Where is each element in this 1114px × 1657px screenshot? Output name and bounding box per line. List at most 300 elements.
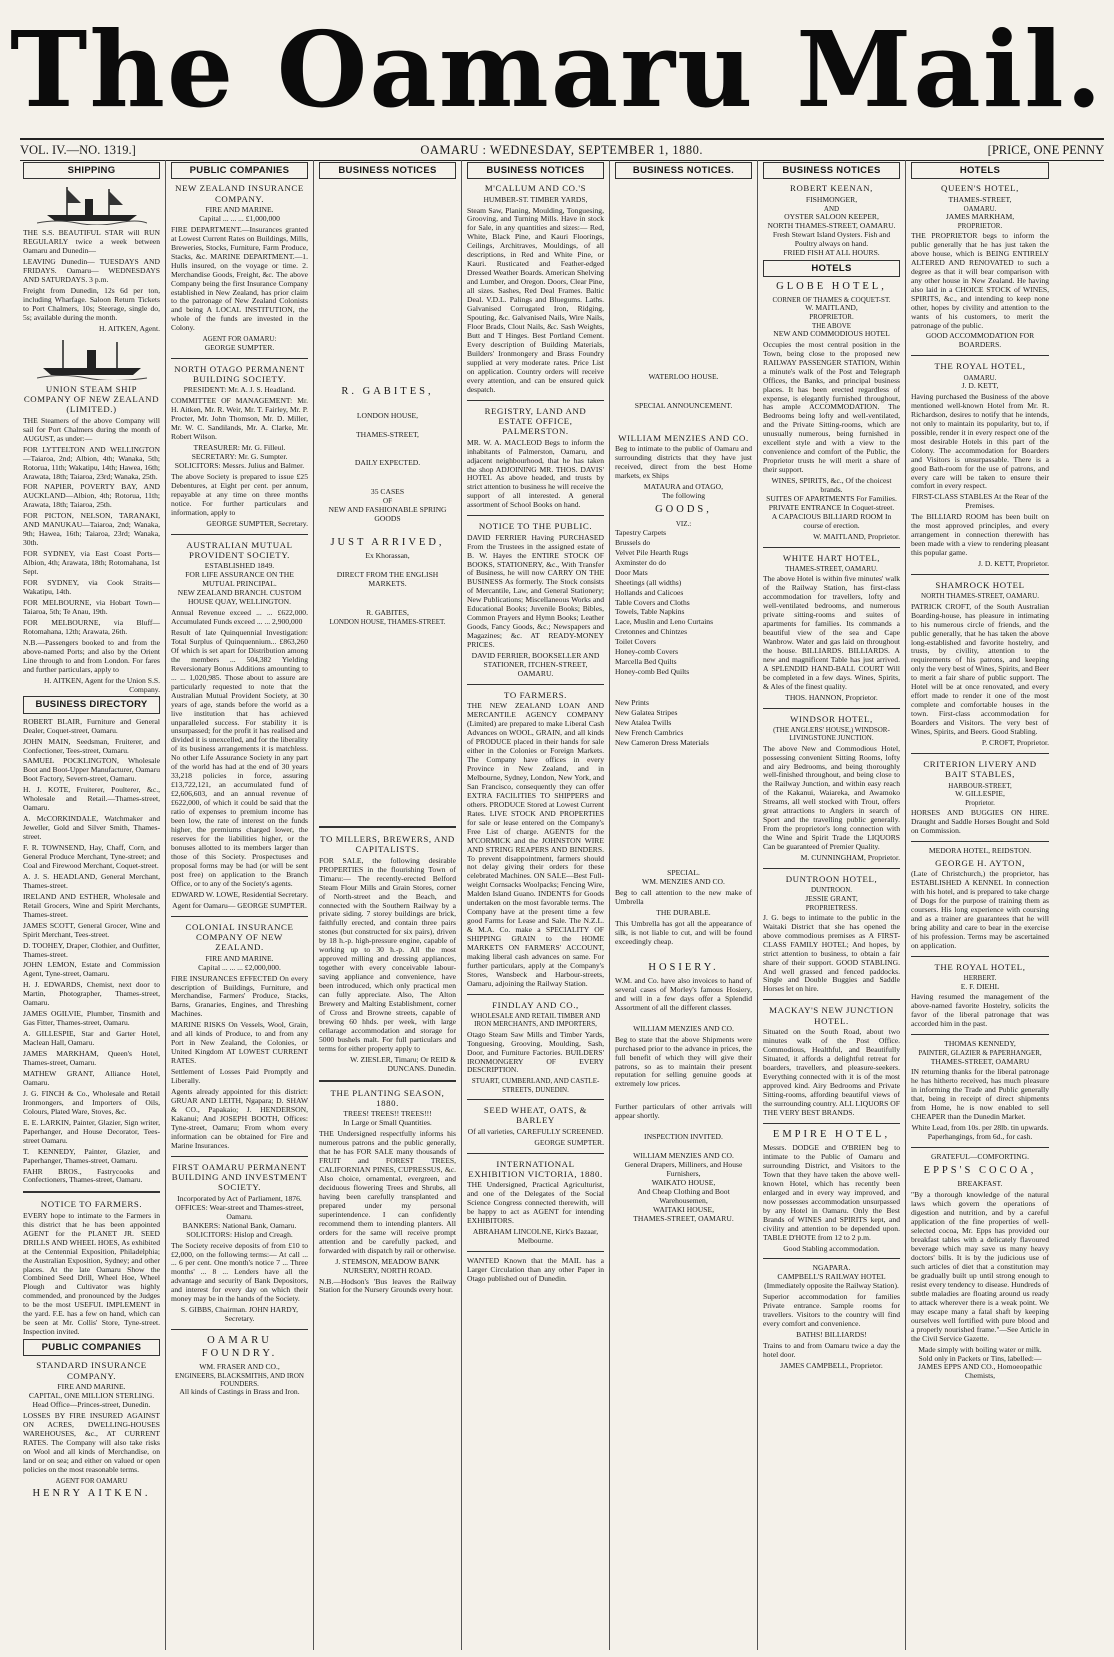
ad-body: THE NEW ZEALAND LOAN AND MERCANTILE AGENCY COMPANY (Limited) are prepared to make Liberal Cash Advances on WOOL, GRAIN, and all kinds of PRODUCE placed in their hands for sale either in the Colonies or Foreign Markets. The Company have offices in every Province in New Zealand, and in Melbourne, Sydney, London, New York, and San Francisco, consequently they can offer EXTRA FACILITIES TO SHIPPERS and others. PRODUCE Stored at Lowest Current Rates. LIVE STOCK AND PROPERTIES for sale or lease entered on the Company's Free List of charge. AGENTS for the M'CORMICK and the JOHNSTON WIRE AND STRING REAPERS AND BINDERS. To prevent disappointment, farmers should not delay giving their orders for these celebrated Machines. ON SALE—Best Full-weight Cornsacks Woolpacks; Fencing Wire, Malden Island Guano. INDENTS for Goods undertaken on the most favorable terms. The Company have at the present time a few good Farms for Lease and Sale. The N.Z.L. & M.A. Co. make a SPECIALITY OF SHIPPING GRAIN to the HOME MARKETS ON FARMERS' ACCOUNT, making liberal cash advances on same. For further particulars, apply at the Company's Stores, Wansbeck and Harbour-streets, Oamaru, adjoining the Railway Station.	[467, 701, 604, 988]
goods-item: New Atalea Twills	[615, 718, 672, 728]
medora-hotel-line: MEDORA HOTEL, REIDSTON.	[928, 846, 1032, 855]
ad-title: SEED WHEAT, OATS, & BARLEY	[483, 1104, 588, 1126]
ad-signature: JAMES EPPS AND CO., Homoeopathic Chemists,	[917, 1362, 1043, 1381]
ad-merchant: WILLIAM MENZIES AND CO.	[618, 433, 749, 444]
ad-signature: J. STEMSON, MEADOW BANK NURSERY, NORTH ROAD.	[335, 1256, 440, 1275]
directory-entry: ROBERT BLAIR, Furniture and General Dealer, Coquet-street, Oamaru.	[23, 716, 160, 735]
ad-signature: S. GIBBS, Chairman. JOHN HARDY, Secretary.	[180, 1305, 299, 1324]
section-heading: HOTELS	[763, 260, 900, 277]
ad-name: W. GILLESPIE,	[955, 788, 1005, 798]
ad-title: M'CALLUM AND CO.'S	[484, 183, 587, 194]
epps-cocoa-ad	[911, 1153, 1049, 1381]
ad-body: Of all varieties, CAREFULLY SCREENED.	[467, 1126, 604, 1136]
ad-title: SHAMROCK HOTEL	[935, 580, 1025, 591]
ad-signature: GEORGE SUMPTER.	[204, 342, 275, 352]
goods-item: Tapestry Carpets	[615, 527, 667, 537]
ad-title: REGISTRY, LAND AND ESTATE OFFICE, PALMERSTON.	[484, 405, 587, 437]
ad-trade: General Drapers, Milliners, and House Furnishers,	[624, 1160, 743, 1179]
ad-agent: AGENT FOR OAMARU	[55, 1476, 128, 1485]
masthead	[0, 0, 1114, 157]
goods-item: New Galatea Stripes	[615, 708, 678, 718]
ad-body: FIRE DEPARTMENT.—Insurances granted at Lowest Current Rates on Buildings, Mills, Breweries, Stocks, Furniture, Farm Produce, Stacks, &c. MARINE DEPARTMENT.—1. Hulls insured, on the voyage or time. 2. Merchandise Goods, Freight, &c. The above Company being the first Insurance Company established in New Zealand, has prior claim to the patronage of New Zealand Colonists and being A LOCAL INSTITUTION, the whole of the funds are invested in the Colony.	[171, 224, 308, 333]
ad-title: STANDARD INSURANCE COMPANY.	[36, 1360, 147, 1381]
ad-body: (Late of Christchurch,) the proprietor, has ESTABLISHED A KENNEL In connection with his hotel, and is prepared to take charge of Dogs for the purpose of training them as coursers. His long experience with coursing and as a trainer are guarantees that he will bring ability and care to bear in the exercise of his profession. Terms may be ascertained on application.	[911, 869, 1049, 950]
section-heading: BUSINESS NOTICES.	[615, 162, 752, 179]
ad-body: Having purchased the Business of the above mentioned well-known Hotel from Mr. R. Richardson, desires to notify that he intends, not only to maintain its popularity, but to, if possible, render it in every respect one of the most desirable Hotels in this part of the Colony. The accommodation for Boarders and Visitors is unsurpassable. There is a good Bath-room for the use of patrons, and every care will be taken to ensure their comfort in every respect.	[911, 391, 1049, 491]
ad-body: WANTED Known that the MAIL has a Larger Circulation than any other Paper in Otago published out of Dunedin.	[467, 1256, 604, 1283]
gabites-ad	[319, 183, 456, 626]
goods-item: Honey-comb Bed Quilts	[615, 667, 690, 677]
business-directory	[23, 718, 160, 1186]
ad-body: FOR SALE, the following desirable PROPERTIES in the flourishing Town of Timaru:— The recently-erected Belford Steam Flour Mills and Grain Stores, corner of North-street and the Beach, and connected with the Southern Railway by a private siding. 7 storey buildings are brick, faithfully erected, and contain three pairs stones (but constructed for six pairs), driven by 18 h.-p. high-pressure engine, capable of working up to 30 h.-p. All the most approved milling and dressing appliances, together with every conceivable labour-saving appliance and convenience, have been introduced, which only practical men can fully appreciate. Also, The Alton Brewery and Malting Establishment, corner of Cross and Browne streets, capable of brewing 60 hhds. per week, with large cellarage accommodation and storage for 5000 bushels malt. For full particulars and terms for either property apply to	[319, 855, 456, 1053]
ad-above: THE ABOVE	[811, 321, 852, 330]
ad-subtitle: THAMES-STREET,	[948, 194, 1012, 204]
shipments-notice	[615, 1036, 752, 1224]
ad-solicitors: SOLICITORS: Hislop and Creagh.	[186, 1229, 293, 1239]
ad-name: JAMES MARKHAM,	[945, 211, 1015, 221]
column-public-companies	[166, 160, 314, 1650]
ad-goods: GOODS,	[655, 504, 712, 516]
royal-hotel-herbert-ad	[911, 962, 1049, 1029]
royal-hotel-ad	[911, 361, 1049, 569]
ad-paper: Paperhangings, from 6d., for cash.	[927, 1132, 1033, 1142]
ad-subtitle: BREAKFAST.	[957, 1179, 1003, 1189]
ad-body: THE Undersigned respectfully informs his numerous patrons and the public generally, that he has FOR SALE many thousands of FRUIT and FOREST TREES, CALIFORNIAN PINES, CUPRESSUS, &c. Also choice, ornamental, evergreen, and deciduous flowering Trees and Shrubs, all having been carefully transplanted and prepared under my personal superintendence. I can confidently recommend them to intending planters. All orders for the same will receive prompt attention and be carefully packed, and forwarded with dispatch by rail or otherwise.	[319, 1129, 456, 1255]
ad-signature: R. GABITES,	[366, 607, 409, 617]
route-item: FOR SYDNEY, via East Coast Ports—Albion, 4th; Arawata, 18th; Rotomahana, 1st Sept.	[23, 549, 160, 577]
directory-entry: JAMES MARKHAM, Queen's Hotel, Thames-street, Oamaru.	[23, 1049, 160, 1068]
white-hart-hotel-ad	[763, 553, 900, 703]
ad-note: N.B.—Hodson's 'Bus leaves the Railway Station for the Nursery Grounds every hour.	[319, 1276, 456, 1295]
ad-goods: NEW AND FASHIONABLE SPRING GOODS	[328, 504, 447, 523]
ad-name: E. F. DIEHL	[960, 981, 1000, 991]
goods-item: Brussels do	[615, 537, 651, 547]
ad-subtitle: WHOLESALE AND RETAIL TIMBER AND IRON MERCHANTS, AND IMPORTERS,	[470, 1012, 601, 1029]
route-item: FOR SYDNEY, via Cook Straits—Wakatipu, 14th.	[23, 578, 160, 596]
directory-entry: H. J. EDWARDS, Chemist, next door to Martin, Photographer, Thames-street, Oamaru.	[23, 980, 160, 1008]
ad-hours: FRIED FISH AT ALL HOURS.	[783, 247, 880, 257]
ad-body: Situated on the South Road, about two minutes walk of the Post Office. Commodious, Healthful, and Beautifully Situated, it affords a delightful retreat for boarders, travellers, and pleasure-seekers. Everything connected with it is of the most approved kind. Airy Bedrooms and Private Sitting-rooms, affording beautiful views of the surrounding country. ALL LIQUORS OF THE VERY BEST BRANDS.	[763, 1027, 900, 1117]
ad-and: AND	[823, 204, 840, 213]
directory-entry: F. R. TOWNSEND, Hay, Chaff, Corn, and General Produce Merchant, Tyne-street; and Coal and Firewood Merchant, Coquet-street.	[23, 843, 160, 870]
ad-signature: THOS. HANNON, Proprietor.	[785, 692, 878, 702]
colonial-insurance-ad	[171, 922, 308, 1151]
ad-title: AUSTRALIAN MUTUAL PROVIDENT SOCIETY.	[186, 539, 293, 560]
ad-title: R. GABITES,	[341, 386, 434, 398]
ad-body: Beg to state that the above Shipments were purchased prior to the advance in prices, the full benefit of which they will give their patrons, so as to maintain their present reputation for selling genuine goods at extremely low prices.	[615, 1034, 752, 1089]
exhibition-ad	[467, 1159, 604, 1246]
ad-established: ESTABLISHED 1849.	[204, 561, 275, 571]
ad-title: WINDSOR HOTEL,	[790, 713, 873, 724]
column-business-notices-2	[462, 160, 610, 1650]
section-heading: BUSINESS NOTICES	[467, 162, 604, 179]
ad-title: CRITERION LIVERY AND BAIT STABLES,	[923, 758, 1037, 780]
ad-line: ENGINEERS, BLACKSMITHS, AND IRON FOUNDERS.	[175, 1371, 304, 1389]
ad-made: Made simply with boiling water or milk.	[918, 1344, 1042, 1354]
goods-item: Axminster do do	[615, 557, 667, 567]
ad-title: SPECIAL.	[667, 867, 700, 877]
directory-entry: SAMUEL POCKLINGTON, Wholesale Boot and Boot-Upper Manufacturer, Oamaru Boot Factory, Severn-street, Oamaru.	[23, 756, 160, 784]
ad-subtitle: DUNTROON.	[810, 886, 853, 895]
ad-of: OF	[383, 497, 392, 506]
ad-figures: Annual Revenue exceed ... ... £622,000. Accumulated Funds exceed ... ... 2,900,000	[171, 608, 308, 627]
directory-entry: JAMES SCOTT, General Grocer, Wine and Spirit Merchant, Tees-street.	[23, 920, 160, 939]
ngapara-hotel-ad	[763, 1264, 900, 1370]
ad-prop: PROPRIETOR.	[957, 221, 1003, 230]
directory-entry: E. E. LARKIN, Painter, Glazier, Sign writer, Paperhanger, and House Decorator, Tees-street Oamaru.	[23, 1117, 160, 1145]
ad-signature: ABRAHAM LINCOLNE, Kirk's Bazaar, Melbourne.	[472, 1227, 599, 1246]
ad-daily: DAILY EXPECTED.	[354, 458, 421, 468]
ad-prop: Proprietor.	[965, 798, 995, 807]
ad-signature: H. AITKEN, Agent for the Union S.S. Company.	[43, 675, 160, 694]
ad-signature: WILLIAM MENZIES AND CO.	[633, 1023, 734, 1033]
section-heading: BUSINESS NOTICES	[763, 162, 900, 179]
ad-capital: Capital ... ... ... £2,000,000.	[198, 962, 281, 972]
nz-insurance-ad	[171, 183, 308, 352]
ad-stables: FIRST-CLASS STABLES At the Rear of the Premises.	[911, 492, 1049, 511]
planting-season-ad	[319, 1088, 456, 1296]
directory-entry: FAHR BROS., Fastrycooks and Confectioners, Thames-street, Oamaru.	[23, 1166, 160, 1185]
directory-entry: MATHEW GRANT, Alliance Hotel, Oamaru.	[23, 1068, 160, 1087]
ad-body: Superior accommodation for families Private entrance. Sample rooms for travellers. Visitors to the country will find every comfort and convenience.	[763, 1292, 900, 1329]
ad-house: LONDON HOUSE,	[356, 410, 419, 420]
ad-agent: Agent for Oamaru— GEORGE SUMPTER.	[172, 900, 307, 910]
first-oamaru-building-society-ad	[171, 1162, 308, 1324]
ad-viz: VIZ.:	[675, 519, 692, 528]
ad-title: THE S.S. BEAUTIFUL STAR will RUN REGULARLY twice a week between Oamaru and Dunedin—	[23, 228, 160, 256]
ad-body: Otago Steam Saw Mills and Timber Yards, Tonguesing, Grooving, Moulding, Sash, Door, and Furniture Factories. BUILDERS' IRONMONGERY OF EVERY DESCRIPTION.	[467, 1029, 604, 1075]
ad-branch: NEW ZEALAND BRANCH. CUSTOM HOUSE QUAY, WELLINGTON.	[177, 588, 302, 607]
ad-title: UNION STEAM SHIP COMPANY OF NEW ZEALAND (LIMITED.)	[23, 383, 160, 415]
ad-title: NOTICE TO THE PUBLIC.	[478, 521, 593, 532]
volume-number: VOL. IV.—NO. 1319.]	[20, 142, 136, 157]
ad-signature: W. ZIESLER, Timaru; Or REID & DUNCANS. Dunedin.	[350, 1054, 456, 1073]
ad-corner: CORNER OF THAMES & COQUET-ST.	[772, 296, 891, 305]
goods-item: Towels, Table Napkins	[615, 607, 685, 617]
ad-arrived: JUST ARRIVED,	[330, 536, 445, 548]
ad-body: W.M. and Co. have also invoices to hand of several cases of Morley's famous Hosiery, and will in a few days offer a Splendid Assortment of all the different classes.	[615, 975, 752, 1012]
route-item: FOR MELBOURNE, via Bluff—Rotomahana, 12th; Arawata, 26th.	[23, 617, 160, 636]
column-hotels	[906, 160, 1054, 1650]
ad-offices: OFFICES: Wear-street and Thames-street, Oamaru.	[175, 1202, 304, 1221]
ad-baths: BATHS! BILLIARDS!	[796, 1330, 867, 1340]
directory-entry: JAMES OGILVIE, Plumber, Tinsmith and Gas Fitter, Thames-street, Oamaru.	[23, 1009, 160, 1028]
ad-body: Beg to intimate to the public of Oamaru and surrounding districts that they have just received, direct from the best Home markets, ex Ships	[615, 444, 752, 481]
ad-title: INTERNATIONAL EXHIBITION VICTORIA, 1880.	[468, 1158, 603, 1179]
hosiery-ad	[615, 962, 752, 1034]
ad-ship: Ex Khorassan,	[365, 550, 410, 560]
section-heading: SHIPPING	[23, 162, 160, 179]
ad-signature: W. MAITLAND, Proprietor.	[813, 531, 900, 541]
directory-entry: IRELAND AND ESTHER, Wholesale and Retail Grocers, Wine and Spirit Merchants, Thames-street.	[23, 891, 160, 919]
route-item: FOR MELBOURNE, via Hobart Town—Taiaroa, 5th; Te Anau, 19th.	[23, 597, 160, 616]
goods-item: New Prints	[615, 698, 649, 708]
goods-item: Marcella Bed Quilts	[615, 657, 677, 667]
globe-hotel-ad	[763, 281, 900, 542]
ad-name: W. MAITLAND,	[805, 303, 858, 313]
ad-title: DUNTROON HOTEL,	[785, 873, 878, 884]
ad-subtitle: (THE ANGLERS' HOUSE,) WINDSOR-LIVINGSTONE JUNCTION.	[773, 726, 890, 743]
ad-subtitle: NORTH THAMES-STREET, OAMARU.	[921, 592, 1039, 601]
ad-special: SPECIAL ANNOUNCEMENT.	[634, 401, 733, 411]
ad-name: JESSIE GRANT,	[805, 893, 858, 903]
ad-signature: H. AITKEN, Agent.	[99, 323, 160, 333]
ad-good: GOOD ACCOMMODATION FOR BOARDERS.	[925, 331, 1035, 350]
ad-signature: P. CROFT, Proprietor.	[981, 737, 1049, 747]
column-business-notices-1	[314, 160, 462, 1650]
amp-society-ad	[171, 540, 308, 911]
title-word-1: The	[10, 8, 236, 131]
issue-date: OAMARU : WEDNESDAY, SEPTEMBER 1, 1880.	[420, 142, 704, 157]
ad-title: THOMAS KENNEDY,	[944, 1039, 1016, 1049]
ad-following: The following	[661, 491, 706, 501]
nz-loan-agency-ad	[467, 690, 604, 989]
ad-signature: DAVID FERRIER, BOOKSELLER AND STATIONER, ITCHEN-STREET, OAMARU.	[471, 651, 600, 678]
ad-body: The Society receive deposits of from £10 to £2,000, on the following terms:— At call ... ... 6 per cent. One month's notice 7 ... Three months' ... 8 ... Lenders have all the advantage and security of Bank Depositors, and interest for every day on which their money may be in the hands of the Society.	[171, 1240, 308, 1304]
ad-incorporated: Incorporated by Act of Parliament, 1876.	[177, 1193, 302, 1203]
ad-body: The above Hotel is within five minutes' walk of the Railway Station, has first-class accommodation for travellers, lofty and well-ventilated bedrooms, and numerous private sitting-rooms and suites of apartments for families. Its commands a beautiful view of the sea and Cape Wanbrow. Water and gas laid on throughout the house. BILLIARDS. BILLIARDS. A new and magnificent Table has just arrived. A SPLENDID HAND-BALL COURT Will be completed in a few days. Wines, Spirits, & Ales of the finest quality.	[763, 574, 900, 691]
ad-ships: MATAURA and OTAGO,	[643, 482, 724, 492]
standard-insurance-ad	[23, 1360, 160, 1500]
ad-body: The above New and Commodious Hotel, possessing convenient Sitting Rooms, lofty and airy Bedrooms, and being thoroughly well-finished throughout, and being close to the Railway Junction, and within easy reach of the Kakanui, Waiareka, and Awamoko Streams, all well stocked with Trout, offers great attractions to Anglers in search of Sport and the travelling public generally. From the proprietor's long connection with the Wine and Spirit Trade the LIQUORS Can be guaranteed of Premier Quality.	[763, 743, 900, 852]
ad-more: Further particulars of other arrivals will appear shortly.	[615, 1102, 752, 1121]
ad-body: MR. W. A. MACLEOD Begs to inform the inhabitants of Palmerston, Oamaru, and adjacent neighbourhood, that he has taken the shop ADJOINING MR. THOS. DAVIS' HOTEL As above headed, and trusts by strict attention to business he will receive the support of all interested. A general assortment of School Books on hand.	[467, 437, 604, 510]
public-notice-ad	[467, 521, 604, 679]
section-heading: BUSINESS DIRECTORY	[23, 696, 160, 713]
steamship-icon	[37, 338, 147, 380]
ad-product: THE DURABLE.	[656, 907, 711, 917]
ad-title: FINDLAY AND CO.,	[492, 999, 579, 1010]
ad-title: OAMARU FOUNDRY.	[201, 1335, 278, 1359]
ad-body: Messrs. DODGE and O'BRIEN beg to intimate to the Public of Oamaru and surrounding District, and Visitors to the Town that they have taken the above well-known Hotel, which has recently been enlarged and in every way improved, and now possesses accommodation unsurpassed by any Hotel in Oamaru. Only the Best Brands of WINES and SPIRITS kept, and civility and attention to be depended upon. TABLE D'HOTE from 12 to 2 p.m.	[763, 1143, 900, 1242]
ad-town: OAMARU.	[963, 204, 997, 213]
ad-and: And Cheap Clothing and Boot Warehousemen,	[637, 1187, 730, 1205]
ad-wines: WINES, SPIRITS, &c., Of the choicest brands.	[771, 476, 892, 495]
findlay-ad	[467, 1000, 604, 1094]
ad-title: GEORGE H. AYTON,	[935, 857, 1025, 868]
ad-subtitle: PAINTER, GLAZIER & PAPERHANGER,	[918, 1049, 1042, 1058]
steamship-icon	[37, 183, 147, 225]
title-word-3: Mail.	[796, 8, 1104, 131]
goods-item: Honey-comb Covers	[615, 647, 679, 657]
section-heading: BUSINESS NOTICES	[319, 162, 456, 179]
ad-subtitle-2: OYSTER SALOON KEEPER,	[784, 211, 879, 221]
ad-marine: MARINE RISKS On Vessels, Wool, Grain, and all kinds of Produce, to and from any Port in New Zealand, the Colonies, or United Kingdom AT LOWEST CURRENT RATES.	[171, 1020, 308, 1066]
ad-subtitle: WM. MENZIES AND CO.	[642, 876, 725, 886]
ad-direct: DIRECT FROM THE ENGLISH MARKETS.	[336, 569, 439, 588]
ad-capital: Capital ... ... ... £1,000,000	[199, 213, 280, 223]
column-business-notices-3	[610, 160, 758, 1650]
ad-office: Head Office—Princes-street, Dunedin.	[32, 1399, 151, 1409]
ad-subtitle: FIRE AND MARINE.	[205, 204, 274, 214]
ad-body: PATRICK CROFT, of the South Australian Boarding-house, has pleasure in intimating to his numerous circle of friends, and the public generally, that he has taken the above long-established and favorite hostelry, and trusts, by civility, attention to the requirements of his patrons, and keeping only the very best of Wines, Spirits, and Beer to merit a fair share of public support. The Hotel will be at once renovated, and every effort made to render it one of the most complete and comfortable houses in the town. First-class accommodation for Boarders and Visitors. The very best of Wines, Spirits, and Beers. Good Stabling.	[911, 601, 1049, 737]
route-item: FOR PICTON, NELSON, TARANAKI, AND MANUKAU—Taiaroa, 2nd; Wanaka, 9th; Hawea, 16th; Taiaroa, 23rd; Wanaka, 30th.	[23, 511, 160, 548]
ad-agent: AGENT FOR OAMARU:	[202, 335, 277, 344]
directory-entry: T. KENNEDY, Painter, Glazier, and Paperhanger, Thames-street, Oamaru.	[23, 1146, 160, 1165]
ad-subtitle: In Large or Small Quantities.	[343, 1118, 432, 1128]
ayton-kennel-ad	[911, 858, 1049, 951]
ad-signature: GEORGE SUMPTER, Secretary.	[206, 518, 308, 528]
ad-lead: White Lead, from 10s. per 28lb. tin upwards.	[911, 1123, 1049, 1133]
ad-title: EMPIRE HOTEL,	[772, 1128, 891, 1140]
ad-stabling: Good Stabling accommodation.	[783, 1243, 880, 1253]
ad-body: Fresh Stewart Island Oysters. Fish and Poultry always on hand.	[772, 229, 891, 248]
star-steamer-ad	[23, 229, 160, 333]
directory-entry: JOHN MAIN, Seedsman, Fruiterer, and Confectioner, Tees-street, Oamaru.	[23, 736, 160, 755]
ad-title: GLOBE HOTEL,	[776, 280, 887, 292]
ad-cases: 35 CASES	[370, 487, 405, 497]
route-item: FOR LYTTELTON AND WELLINGTON —Taiaroa, 2nd; Albion, 4th; Wanaka, 5th; Rotorua, 11th; Wakatipu, 14th; Hawea, 16th; Arawata, 18th; Taiaroa, 23rd; Wanaka, 25th.	[23, 444, 160, 481]
waterloo-house-ad	[615, 183, 752, 748]
goods-item: Lace, Muslin and Leno Curtains	[615, 617, 714, 627]
ad-suites: SUITES OF APARTMENTS For Families.	[766, 493, 897, 503]
duntroon-hotel-ad	[763, 874, 900, 994]
seed-wheat-ad	[467, 1105, 604, 1148]
ad-body: DAVID FERRIER Having PURCHASED From the Trustees in the assigned estate of B. W. Hayes the ENTIRE STOCK OF BOOKS, STATIONERY, &c., With Transfer of Business, he will now CARRY ON THE BUSINESS As formerly. The Stock consists of Mercantile, Law, and General Stationery; New Publications; Miscellaneous Works and Educational Books; Juvenile Books; Bibles, Common Prayers and Hymn Books; Leather Goods, Fancy Goods, &c.; Newspapers and Magazines; &c. AT READY-MONEY PRICES.	[467, 532, 604, 650]
ad-title: HOSIERY.	[648, 961, 719, 973]
ad-treasurer: TREASURER: Mr. G. Filleul.	[193, 442, 286, 452]
ad-title: NGAPARA.	[812, 1263, 851, 1273]
directory-entry: A. McCORKINDALE, Watchmaker and Jeweller, Gold and Silver Smith, Thames-street.	[23, 814, 160, 842]
ad-body: "By a thorough knowledge of the natural laws which govern the operations of digestion and nutrition, and by a careful application of the fine properties of well-selected cocoa, Mr. Epps has provided our breakfast tables with a delicately flavoured beverage which may save us many heavy doctors' bills. It is by the judicious use of such articles of diet that a constitution may be gradually built up until strong enough to resist every tendency to disease. Hundreds of subtle maladies are floating around us ready to attack wherever there is a weak point. We may escape many a fatal shaft by keeping ourselves well fortified with pure blood and a properly nourished frame."—See Article in the Civil Service Gazette.	[911, 1190, 1049, 1343]
goods-item: Sheetings (all widths)	[615, 577, 682, 587]
ad-signature: GEORGE SUMPTER.	[534, 1137, 604, 1147]
ad-signature: WILLIAM MENZIES AND CO.	[633, 1151, 734, 1161]
ad-settlement: Settlement of Losses Paid Promptly and Liberally.	[171, 1067, 308, 1086]
ad-title: FIRST OAMARU PERMANENT BUILDING AND INVESTMENT SOCIETY.	[171, 1161, 308, 1193]
ad-title: NEW ZEALAND INSURANCE COMPANY.	[175, 183, 304, 204]
union-steamship-ad	[23, 384, 160, 695]
ad-prop: PROPRIETRESS.	[805, 903, 858, 912]
column-shipping	[18, 160, 166, 1650]
ad-body: Freight from Dunedin, 12s 6d per ton, including Wharfage. Saloon Return Tickets to Port Chalmers, 10s; Steerage, single do, 5s; available during the month.	[23, 285, 160, 322]
ad-signature-address: LONDON HOUSE, THAMES-STREET.	[329, 617, 446, 626]
wanted-notice	[467, 1257, 604, 1284]
ad-title: WHITE HART HOTEL,	[782, 552, 881, 563]
ad-signature: J. D. KETT, Proprietor.	[978, 559, 1049, 569]
ad-fire: FIRE INSURANCES EFFECTED On every description of Buildings, Furniture, and Merchandise, Farmers' Produce, Stacks, Barns, Granaries, Engines, and Threshing Machines.	[171, 973, 308, 1019]
goods-item: Door Mats	[615, 567, 648, 577]
ad-address: NORTH THAMES-STREET, OAMARU.	[767, 220, 896, 230]
ad-body: Steam Saw, Planing, Moulding, Tonguesing, Grooving, and Turning Mills. Have in stock for Sale, in any quantities and sizes:— Red, White, Black Pine, and Kauri Floorings, Ceilings, Architraves, Mouldings, of all descriptions, in Red and White Pine, or Kauri. Rusticated and Feather-edged Dressed Weather Boards. American Shelving and Lumber, and Oregon. Doors, Clear Pine, all sizes. Sashes, Red Deal Frames. Baltic Deal. V.D.L. Palings and Bluegums. Laths. Galvanised Corrugated Iron, Ridging, Spouting, &c. Galvanised Nails, Wire Nails, Floor Brads, Clout Nails, &c. Sash Weights, Butt and T Hinges. Best Portland Cement. Every description of Building Materials, Builders' Ironmongery and Brass Foundry supplied at very moderate rates. Price List on application. Country orders will receive every attention, and can be ensured quick despatch.	[467, 205, 604, 394]
directory-entry: J. G. FINCH & Co., Wholesale and Retail Ironmongers, and Importers of Oils, Colours, Plated Ware, Stoves, &c.	[23, 1088, 160, 1116]
ad-title: COLONIAL INSURANCE COMPANY OF NEW ZEALAND.	[185, 921, 294, 953]
title-word-2: Oamaru	[276, 8, 755, 131]
dateline-bar	[20, 138, 1104, 161]
ad-subtitle: THAMES-STREET, OAMARU.	[785, 565, 878, 574]
ad-inspection: INSPECTION INVITED.	[644, 1132, 723, 1142]
ad-body: Occupies the most central position in the Town, being close to the proposed new RAILWAY PASSENGER STATION, Within a minute's walk of the Post and Telegraph Offices, the Banks, and principal business places. It has been erected regardless of expense, is elegantly furnished throughout, has ample ACCOMMODATION. The Bedrooms being lofty and well-ventilated, and the Private Sitting-rooms, which are unusually numerous, being furnished in excellent style and with a view to the convenience and comfort of the Public, the Proprietor trusts he will merit a share of their support.	[763, 339, 900, 475]
goods-item: Cretonnes and Chintzes	[615, 627, 688, 637]
ad-title: ROBERT KEENAN,	[790, 183, 873, 194]
mccallum-ad	[467, 183, 604, 394]
ad-bankers: BANKERS: National Bank, Oamaru.	[182, 1220, 297, 1230]
ad-subtitle: FOR LIFE ASSURANCE ON THE MUTUAL PRINCIPAL.	[185, 570, 294, 589]
ad-prop: PROPRIETOR.	[809, 313, 854, 322]
ad-title: NORTH OTAGO PERMANENT BUILDING SOCIETY.	[174, 363, 305, 384]
millers-ad	[319, 834, 456, 1074]
ad-signature: JAMES CAMPBELL, Proprietor.	[780, 1361, 883, 1371]
ad-body: The above Society is prepared to issue £25 Debentures, at Eight per cent. per annum, repayable at any time on three months notice. For further particulars and information, apply to	[171, 471, 308, 517]
page-columns	[18, 160, 1108, 1650]
ad-body: EVERY hope to intimate to the Farmers in this district that he has been appointed AGENT for the PLANET JR. SEED DRILLS AND WHEEL HOES, As exhibited at the Centennial Exposition, Philadelphia; the Australian Exposition, Sydney; and other places. At the late Oamaru Show the Combined Seed Drill, Wheel Hoe, Wheel Plough and Cultivator was highly commended, and pronounced by the Judges to be the most USEFUL IMPLEMENT in the yard. F.E. has a few on hand, which can be seen at Mr. Collis' Store, Tyne-street. Inspection invited.	[23, 1210, 160, 1337]
ad-street: THAMES-STREET, OAMARU.	[633, 1213, 734, 1223]
ad-body: LOSSES BY FIRE INSURED AGAINST ON ACRES, DWELLING-HOUSES WAREHOUSES, &c., AT CURRENT RATES. The Company will also take risks on Wool and all kinds of Merchandise, on land or on sea; and either on valued or open policies on the most reasonable terms.	[23, 1410, 160, 1474]
newspaper-title	[10, 8, 1104, 131]
north-otago-building-society-ad	[171, 364, 308, 529]
ad-body: Beg to call attention to the new make of Umbrella	[615, 887, 752, 906]
ad-town: OAMARU.	[963, 373, 997, 382]
ad-house-2: WAITAKI HOUSE,	[653, 1204, 714, 1214]
ad-body: All kinds of Castings in Brass and Iron.	[179, 1387, 300, 1397]
section-heading: HOTELS	[911, 162, 1049, 179]
ad-title: THE PLANTING SEASON, 1880.	[330, 1087, 445, 1108]
ad-body-2: This Umbrella has got all the appearance of silk, is not liable to cut, and will be found exceedingly cheap.	[615, 918, 752, 946]
directory-entry: D. TOOHEY, Draper, Clothier, and Outfitter, Thames-street.	[23, 940, 160, 959]
ad-schedule: LEAVING Dunedin— TUESDAYS AND FRIDAYS. Oamaru— WEDNESDAYS AND SATURDAYS. 3 p.m.	[23, 257, 160, 284]
ad-body: Having resumed the management of the above-named favorite Hostelry, solicits the favor of the liberal patronage that was accorded him in the past.	[911, 992, 1049, 1029]
ad-house: WAIKATO HOUSE,	[651, 1178, 716, 1188]
price-label: [PRICE, ONE PENNY	[987, 142, 1104, 157]
ad-title: GRATEFUL—COMFORTING.	[930, 1152, 1030, 1162]
ad-address: THAMES-STREET, OAMARU	[930, 1056, 1030, 1066]
ad-signature: M. CUNNINGHAM, Proprietor.	[800, 853, 900, 863]
ad-capital: CAPITAL, ONE MILLION STERLING.	[28, 1391, 155, 1401]
directory-entry: A. GILLESPIE, Star and Garter Hotel, Maclean Hall, Oamaru.	[23, 1029, 160, 1048]
section-heading: PUBLIC COMPANIES	[171, 162, 308, 179]
ad-trains: Trains to and from Oamaru twice a day the hotel door.	[763, 1341, 900, 1360]
ad-sold: Sold only in Packets or Tins, labelled:—	[918, 1353, 1042, 1363]
goods-item: Toilet Covers	[615, 637, 657, 647]
ad-title: THE ROYAL HOTEL,	[934, 361, 1026, 372]
queens-hotel-ad	[911, 183, 1049, 350]
umbrella-ad	[615, 749, 752, 947]
ad-subtitle: CAMPBELL'S RAILWAY HOTEL (Immediately opposite the Railway Station).	[764, 1272, 899, 1291]
ad-title: TO MILLERS, BREWERS, AND CAPITALISTS.	[320, 833, 455, 855]
ad-subtitle: HARBOUR-STREET,	[948, 781, 1012, 790]
ad-name: EPPS'S COCOA,	[923, 1165, 1037, 1177]
ad-name: J. D. KETT,	[961, 381, 999, 390]
ad-title: THE ROYAL HOTEL,	[934, 961, 1026, 972]
route-item: FOR NAPIER, POVERTY BAY, AND AUCKLAND—Albion, 4th; Rotorua, 11th; Arawata, 18th; Taiaroa, 25th.	[23, 482, 160, 510]
oamaru-foundry-ad	[171, 1335, 308, 1397]
mackays-hotel-ad	[763, 1005, 900, 1117]
ad-subtitle: FIRE AND MARINE.	[57, 1382, 126, 1392]
ad-title: MACKAY'S NEW JUNCTION HOTEL.	[769, 1005, 894, 1026]
ad-agents: Agents already appointed for this district: GRUAR AND LEITH, Ngapara; D. SHAW & CO., Papakaio; J. HENDERSON, Kakanui; And JOSEPH BOOTH, Offices: Tyne-street, Oamaru; From whom every information can be obtained for Fire and Marine Insurances.	[171, 1086, 308, 1150]
ad-title: QUEEN'S HOTEL,	[941, 183, 1019, 194]
ad-body: Result of late Quinquennial Investigation: Total Surplus of Quinquennium... £863,260 Of which is set apart for Distribution among the members ... 504,382 Yielding Reversionary Bonus Additions amounting to ... ... 1,020,985. Those about to assure are particularly requested to note that the Australian Mutual Provident Society, at 30 years of age, stands before the world as a live institution that has achieved unparalleled success. For stability it is unsurpassed; for the profit it has realised and divided it is unexcelled, and for the liberality of its business arrangements it is matchless. No other Life Assurance Society in any part of the world has had at the end of 30 years 33,218 policies in force, assuring £13,722,121, an accumulated fund of £2,606,603, and an annual revenue of £622,000, of which it could be said that the ratio of expenses to premium income has been low, the rate of interest on the funds higher, the premiums charged lower, the reserves for the liabilities higher, or the bonuses allotted to its members larger than those of this Society. Prospectuses and proposal forms may be had (or will be sent post free) on application to the Branch Office, or to any of the Society's agents.	[171, 627, 308, 888]
ad-committee: COMMITTEE OF MANAGEMENT: Mr. H. Aitken, Mr. R. Weir, Mr. T. Fairley, Mr. P. Procter, Mr. John Thomson, Mr. D. Miller, Mr. W. C. Sandilands, Mr. A. Clarke, Mr. Robert Wilson.	[171, 396, 308, 442]
ad-subtitle: HUMBER-ST. TIMBER YARDS,	[483, 194, 588, 204]
ad-subtitle: FIRE AND MARINE.	[205, 953, 274, 963]
keenan-ad	[763, 183, 900, 257]
goods-item: New French Cambrics	[615, 727, 684, 737]
ad-secretary: SECRETARY: Mr. G. Sumpter.	[191, 451, 288, 461]
ad-entrance: PRIVATE ENTRANCE In Coquet-street.	[768, 502, 895, 512]
directory-entry: H. J. KOTE, Fruiterer, Poulterer, &c., Wholesale and Retail.—Thames-street, Oamaru.	[23, 785, 160, 813]
ad-signature: HENRY AITKEN.	[32, 1487, 151, 1499]
section-heading: PUBLIC COMPANIES	[23, 1339, 160, 1356]
ad-body: HORSES AND BUGGIES ON HIRE. Draught and Saddle Horses Bought and Sold on Commission.	[911, 808, 1049, 836]
kennedy-painter-ad	[911, 1040, 1049, 1142]
ad-trees: TREES! TREES!! TREES!!!	[343, 1109, 432, 1119]
ad-body: THE Steamers of the above Company will sail for Port Chalmers during the month of AUGUST, as under:—	[23, 415, 160, 443]
ad-note: N.B.—Passengers booked to and from the above-named Ports; and also by the Orient Line through to and from London. For fares and further particulars, apply to	[23, 637, 160, 674]
windsor-hotel-ad	[763, 714, 900, 863]
ad-signature: EDWARD W. LOWE, Residential Secretary.	[171, 889, 308, 899]
ad-address: STUART, CUMBERLAND, AND CASTLE-STREETS, DUNEDIN.	[471, 1077, 600, 1094]
